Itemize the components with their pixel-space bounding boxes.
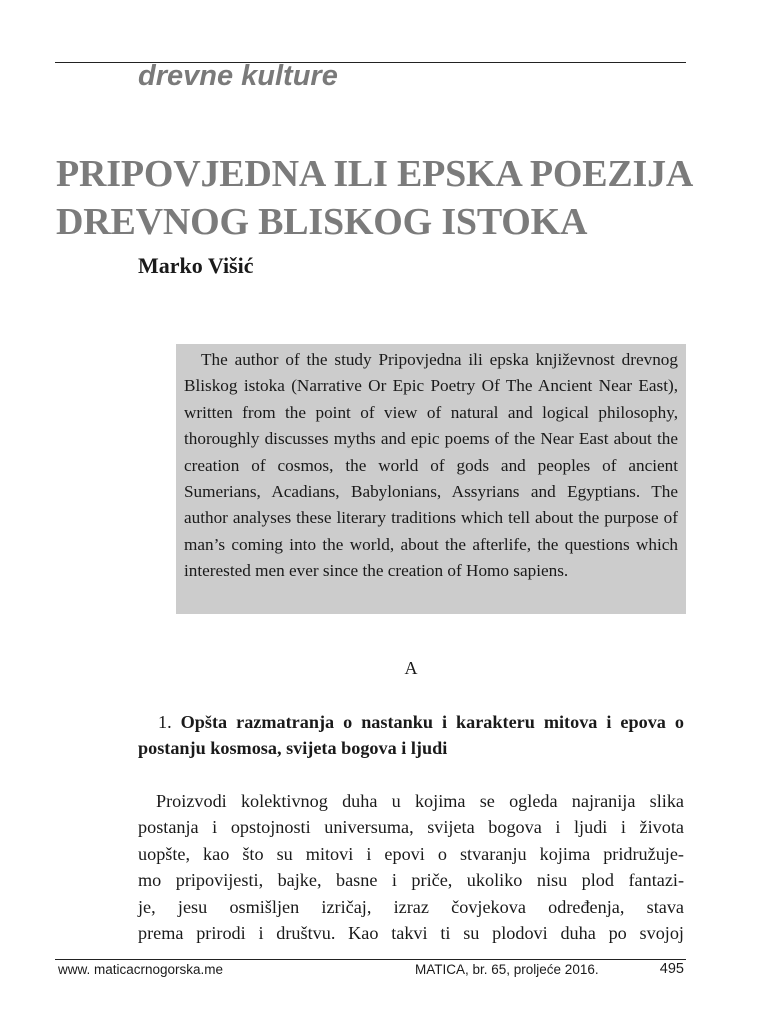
- footer-website[interactable]: www. maticacrnogorska.me: [58, 962, 224, 977]
- body-line: mo pripovijesti, bajke, basne i priče, ukoliko nisu plod fantazi-: [138, 870, 684, 891]
- title-line-2: DREVNOG BLISKOG ISTOKA: [56, 201, 588, 243]
- body-line: je, jesu osmišljen izričaj, izraz čovjekova određenja, stava: [138, 896, 684, 917]
- heading-text: Opšta razmatranja o nastanku i karakteru mitova i epova o postanju kosmosa, svijeta bogova i ljudi: [138, 712, 684, 758]
- footer-rule: [55, 959, 686, 960]
- abstract-box: [176, 344, 686, 614]
- footer-journal: MATICA, br. 65, proljeće 2016.: [415, 962, 599, 977]
- body-line: Proizvodi kolektivnog duha u kojima se ogleda najranija slika: [156, 791, 684, 811]
- body-line: prema prirodi i društvu. Kao takvi ti su plodovi duha po svojoj: [138, 923, 684, 944]
- body-line: postanja i opstojnosti universuma, svijeta bogova i ljudi i života: [138, 817, 684, 838]
- body-paragraph: [138, 788, 684, 946]
- page-number: 495: [659, 961, 684, 977]
- body-line: uopšte, kao što su mitovi i epovi o stvaranju kojima pridružuje-: [138, 843, 684, 864]
- abstract-text: The author of the study Pripovjedna ili epska književnost drevnog Bliskog istoka (Narrative Or Epic Poetry Of The Ancient Near East), written from the point of view of natural and logical philosophy, thoroughly discusses myths and epic poems of the Near East about the creation of cosmos, the world of gods and peoples of ancient Sumerians, Acadians, Babylonians, Assyrians and Egyptians. The author analyses these literary traditions which tell about the purpose of man’s coming into the world, about the afterlife, the questions which interested men ever since the creation of Homo sapiens.: [184, 350, 678, 581]
- article-title: [56, 150, 696, 246]
- title-line-1: PRIPOVJEDNA ILI EPSKA POEZIJA: [56, 153, 694, 195]
- section-label: drevne kulture: [138, 60, 338, 92]
- author-name: Marko Višić: [138, 253, 254, 278]
- section-heading: [138, 709, 684, 761]
- part-letter: A: [404, 658, 418, 678]
- heading-number: 1.: [158, 712, 172, 732]
